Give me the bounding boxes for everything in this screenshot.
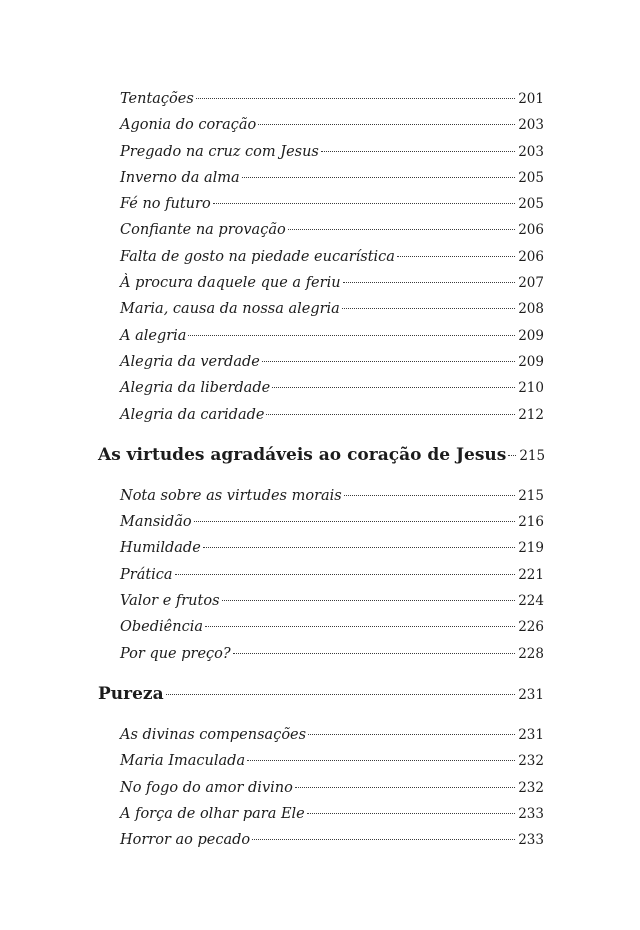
toc-entry-title: As divinas compensações	[120, 726, 307, 743]
dot-leader	[252, 839, 515, 840]
toc-entry-title: No fogo do amor divino	[120, 779, 293, 796]
toc-entry-page-number: 228	[518, 645, 544, 662]
toc-entry-page-number: 210	[518, 380, 544, 397]
toc-entry-title: Alegria da caridade	[120, 406, 265, 423]
toc-entry-title: Alegria da liberdade	[120, 380, 271, 397]
toc-entry	[98, 86, 544, 112]
dot-leader	[343, 282, 516, 283]
toc-entry-page-number: 216	[518, 514, 544, 531]
dot-leader	[342, 308, 515, 309]
toc-entry-page-number: 221	[518, 566, 544, 583]
dot-leader	[175, 574, 516, 575]
toc-entry-title: Obediência	[120, 619, 203, 636]
toc-entry	[98, 217, 544, 243]
toc-entry	[98, 535, 544, 561]
toc-entry-title: Pregado na cruz com Jesus	[120, 143, 319, 160]
dot-leader	[188, 335, 515, 336]
toc-entry	[98, 270, 544, 296]
dot-leader	[242, 177, 516, 178]
toc-entry-page-number: 205	[518, 196, 544, 213]
toc-entry	[98, 801, 544, 827]
dot-leader	[258, 124, 515, 125]
toc-entry-title: Pureza	[98, 683, 164, 704]
toc-entry-title: A força de olhar para Ele	[120, 805, 305, 822]
toc-entry	[98, 775, 544, 801]
toc-entry-page-number: 207	[518, 275, 544, 292]
toc-entry-title: Nota sobre as virtudes morais	[120, 487, 342, 504]
toc-entry-title: Prática	[120, 566, 173, 583]
toc-entry-title: Alegria da verdade	[120, 353, 260, 370]
toc-entry-title: Por que preço?	[120, 645, 231, 662]
toc-entry-title: Mansidão	[120, 514, 192, 531]
toc-entry-title: Humildade	[120, 540, 201, 557]
toc-entry-page-number: 226	[518, 619, 544, 636]
toc-entry-title: Valor e frutos	[120, 593, 220, 610]
dot-leader	[233, 653, 516, 654]
toc-entry-title: Maria Imaculada	[120, 753, 246, 770]
toc-entry-title: Falta de gosto na piedade eucarística	[120, 248, 395, 265]
toc-entry-page-number: 233	[518, 805, 544, 822]
toc-entry-page-number: 208	[518, 301, 544, 318]
dot-leader	[307, 813, 515, 814]
toc-entry-page-number: 209	[518, 353, 544, 370]
toc-entry-page-number: 201	[518, 91, 544, 107]
toc-entry	[98, 165, 544, 191]
toc-entry-title: Confiante na provação	[120, 222, 286, 239]
toc-entry-page-number: 231	[518, 726, 544, 743]
toc-entry	[98, 139, 544, 165]
toc-entry-page-number: 219	[518, 540, 544, 557]
toc-entry-title: Horror ao pecado	[120, 832, 251, 849]
toc-entry-title: Maria, causa da nossa alegria	[120, 301, 340, 318]
toc-entry-page-number: 205	[518, 169, 544, 186]
toc-entry	[98, 483, 544, 509]
dot-leader	[247, 760, 515, 761]
toc-entry-page-number: 224	[518, 593, 544, 610]
toc-entry-title: Fé no futuro	[120, 196, 211, 213]
toc-entry	[98, 349, 544, 375]
dot-leader	[166, 694, 516, 695]
toc-entry	[98, 191, 544, 217]
toc-entry	[98, 562, 544, 588]
toc-entry	[98, 375, 544, 401]
toc-entry	[98, 509, 544, 535]
toc-entry	[98, 722, 544, 748]
dot-leader	[194, 521, 516, 522]
dot-leader	[266, 414, 515, 415]
toc-entry-page-number: 233	[518, 832, 544, 849]
dot-leader	[196, 98, 515, 99]
toc-entry-page-number: 215	[519, 447, 546, 464]
dot-leader	[203, 547, 515, 548]
toc-entry-page-number: 232	[518, 753, 544, 770]
toc-entry-title: Tentações	[120, 91, 194, 107]
dot-leader	[213, 203, 516, 204]
table-of-contents	[98, 86, 544, 853]
toc-entry-title: A alegria	[120, 327, 187, 344]
dot-leader	[344, 495, 515, 496]
toc-entry	[98, 614, 544, 640]
toc-entry	[98, 748, 544, 774]
toc-entry	[98, 296, 544, 322]
toc-entry-title: Agonia do coração	[120, 117, 257, 134]
dot-leader	[272, 387, 515, 388]
toc-entry	[98, 112, 544, 138]
toc-section-entry	[98, 441, 544, 470]
dot-leader	[308, 734, 515, 735]
toc-section-entry	[98, 680, 544, 709]
toc-entry-title: Inverno da alma	[120, 169, 240, 186]
toc-entry-page-number: 203	[518, 117, 544, 134]
toc-entry	[98, 323, 544, 349]
toc-entry-page-number: 206	[518, 248, 544, 265]
toc-entry	[98, 402, 544, 428]
dot-leader	[397, 256, 515, 257]
toc-entry-page-number: 203	[518, 143, 544, 160]
toc-entry	[98, 244, 544, 270]
dot-leader	[262, 361, 515, 362]
toc-entry-page-number: 206	[518, 222, 544, 239]
toc-entry-title: As virtudes agradáveis ao coração de Jesus	[98, 444, 507, 465]
toc-entry-title: À procura daquele que a feriu	[120, 275, 341, 292]
toc-entry	[98, 588, 544, 614]
dot-leader	[321, 151, 515, 152]
dot-leader	[295, 787, 515, 788]
dot-leader	[205, 626, 515, 627]
toc-entry	[98, 641, 544, 667]
toc-entry-page-number: 232	[518, 779, 544, 796]
toc-entry	[98, 827, 544, 853]
toc-entry-page-number: 231	[518, 686, 544, 703]
toc-entry-page-number: 209	[518, 327, 544, 344]
toc-entry-page-number: 215	[518, 487, 544, 504]
dot-leader	[508, 455, 516, 456]
toc-entry-page-number: 212	[518, 406, 544, 423]
dot-leader	[288, 229, 516, 230]
dot-leader	[222, 600, 516, 601]
